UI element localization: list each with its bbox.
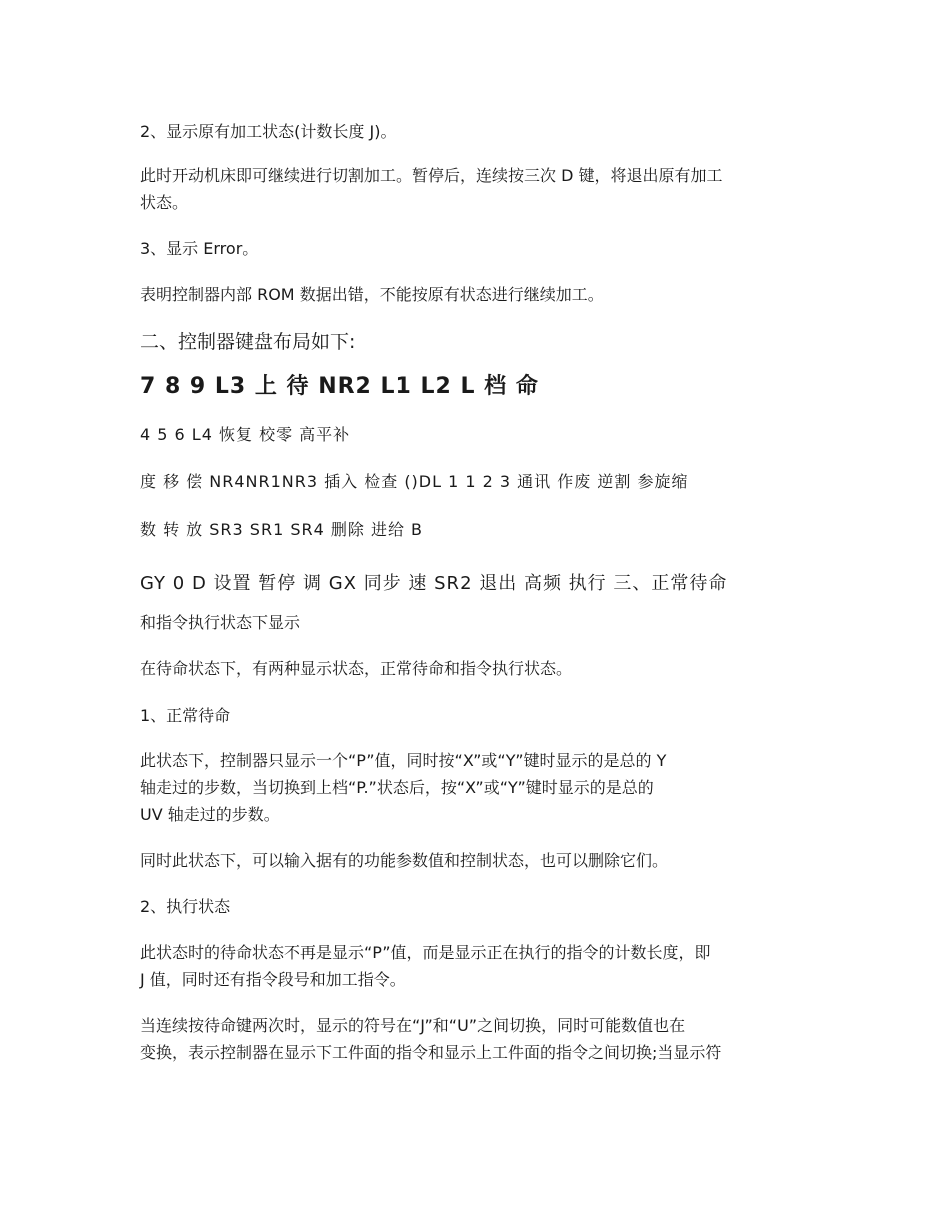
keyboard-row-3: 度 移 偿 NR4NR1NR3 插入 检查 ()DL 1 1 2 3 通讯 作废 逆割 参旋缩 [140,472,689,491]
sub-2-body-4: 变换，表示控制器在显示下工件面的指令和显示上工件面的指令之间切换;当显示符 [140,1043,722,1062]
sub-2-body-1: 此状态时的待命状态不再是显示“P”值，而是显示正在执行的指令的计数长度，即 [140,943,711,962]
keyboard-row-2: 4 5 6 L4 恢复 校零 高平补 [140,425,351,444]
section-2-heading: 二、控制器键盘布局如下: [140,331,356,353]
sub-2-body-2: J 值，同时还有指令段号和加工指令。 [140,970,406,989]
sub-1-body-2: 轴走过的步数，当切换到上档“P.”状态后，按“X”或“Y”键时显示的是总的 [140,778,654,797]
sub-2-body-3: 当连续按待命键两次时，显示的符号在“J”和“U”之间切换，同时可能数值也在 [140,1016,686,1035]
sub-1-body-3: UV 轴走过的步数。 [140,805,280,824]
keyboard-row-4: 数 转 放 SR3 SR1 SR4 删除 进给 B [140,520,424,539]
item-2-body-1: 此时开动机床即可继续进行切割加工。暂停后，连续按三次 D 键，将退出原有加工 [140,166,723,185]
item-2-body-2: 状态。 [140,193,189,212]
keyboard-row-5: GY 0 D 设置 暂停 调 GX 同步 速 SR2 退出 高频 执行 三、正常待命 [140,573,728,594]
sub-1-body-1: 此状态下，控制器只显示一个“P”值，同时按“X”或“Y”键时显示的是总的 Y [140,751,667,770]
sub-2-heading: 2、执行状态 [140,897,231,916]
item-3-heading: 3、显示 Error。 [140,239,259,258]
item-2-heading: 2、显示原有加工状态(计数长度 J)。 [140,122,397,141]
section-3-intro: 在待命状态下，有两种显示状态，正常待命和指令执行状态。 [140,659,573,678]
keyboard-row-1: 7 8 9 L3 上 待 NR2 L1 L2 L 档 命 [140,374,539,399]
sub-1-body-4: 同时此状态下，可以输入据有的功能参数值和控制状态，也可以删除它们。 [140,851,669,870]
sub-1-heading: 1、正常待命 [140,706,231,725]
item-3-body: 表明控制器内部 ROM 数据出错，不能按原有状态进行继续加工。 [140,285,604,304]
section-3-heading-cont: 和指令执行状态下显示 [140,613,301,632]
